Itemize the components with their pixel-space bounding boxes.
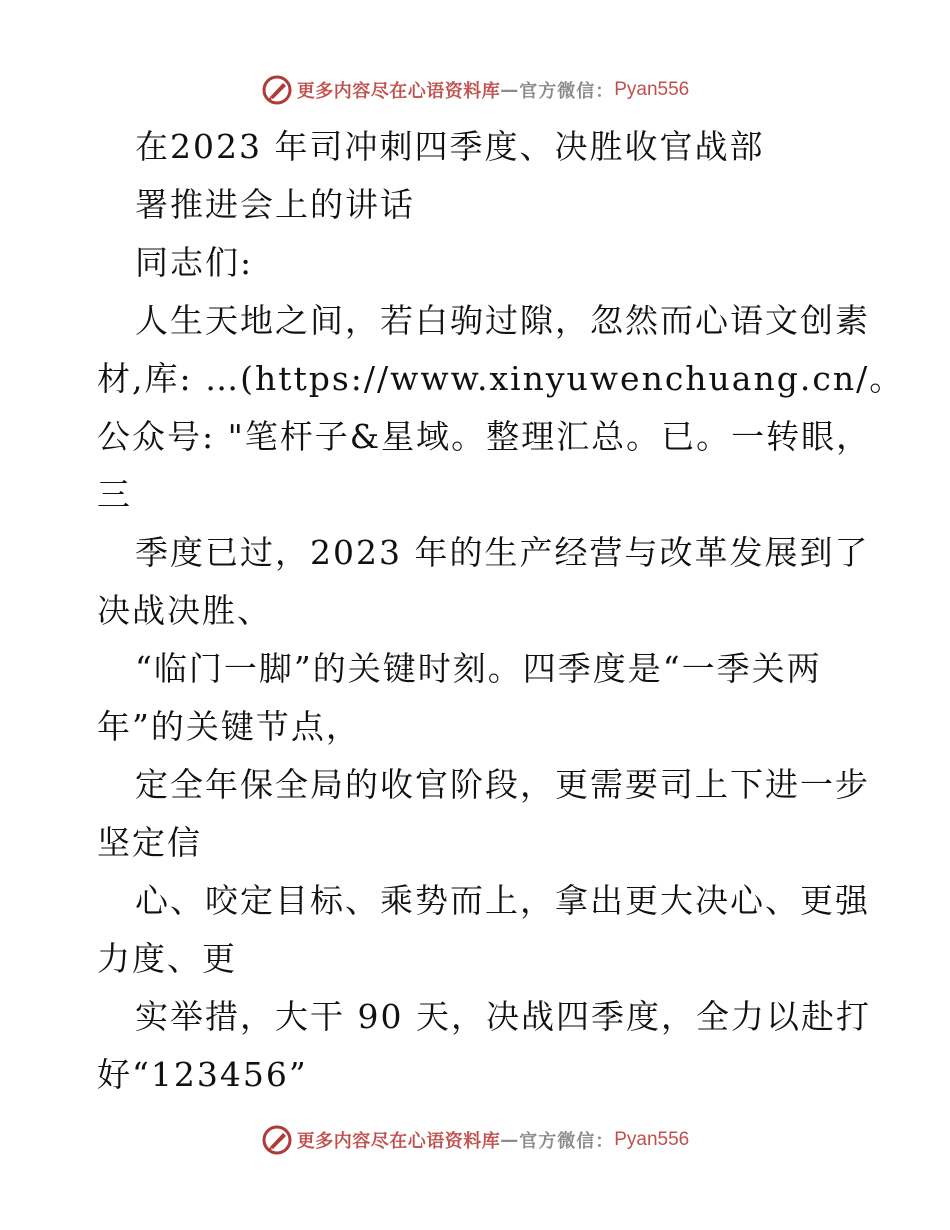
document-body: [97, 118, 905, 1104]
wechat-id: Pyan556: [614, 79, 690, 100]
separator: —: [500, 79, 520, 101]
text-line: 心、咬定目标、乘势而上，拿出更大决心、更强: [135, 881, 870, 920]
footer-watermark-banner: [0, 1120, 950, 1160]
text-line: 人生天地之间，若白驹过隙，忽然而心语文创素: [135, 301, 870, 340]
text-line: 好“123456”: [97, 1055, 308, 1094]
brand-text: 更多内容尽在心语资料库: [296, 1131, 501, 1152]
text-line: 公众号: "笔杆子&星域。整理汇总。已。一转眼，: [97, 417, 872, 456]
text-line: 季度已过，2023 年的生产经营与改革发展到了: [135, 533, 870, 572]
wechat-label: 官方微信：: [519, 81, 615, 102]
text-line: 材,库: …(https://www.xinyuwenchuang.cn/。: [97, 359, 905, 398]
text-line: 署推进会上的讲话: [135, 185, 415, 224]
text-line: 定全年保全局的收官阶段，更需要司上下进一步: [135, 765, 870, 804]
text-line: “临门一脚”的关键时刻。四季度是“一季关两: [135, 649, 822, 688]
header-watermark-banner: [0, 70, 950, 110]
brand-text: 更多内容尽在心语资料库: [296, 81, 501, 102]
text-line: 同志们:: [135, 243, 254, 282]
separator: —: [500, 1129, 520, 1151]
wechat-label: 官方微信：: [519, 1131, 615, 1152]
text-line: 实举措，大干 90 天，决战四季度，全力以赴打: [135, 997, 871, 1036]
text-line: 坚定信: [97, 823, 202, 862]
text-line: 三: [97, 475, 132, 514]
text-line: 年”的关键节点，: [97, 707, 361, 746]
text-line: 力度、更: [97, 939, 237, 978]
text-line: 决战决胜、: [97, 591, 272, 630]
wechat-id: Pyan556: [614, 1129, 690, 1150]
text-line: 在2023 年司冲刺四季度、决胜收官战部: [135, 127, 765, 166]
pen-logo-icon: [261, 1124, 293, 1156]
pen-logo-icon: [261, 74, 293, 106]
